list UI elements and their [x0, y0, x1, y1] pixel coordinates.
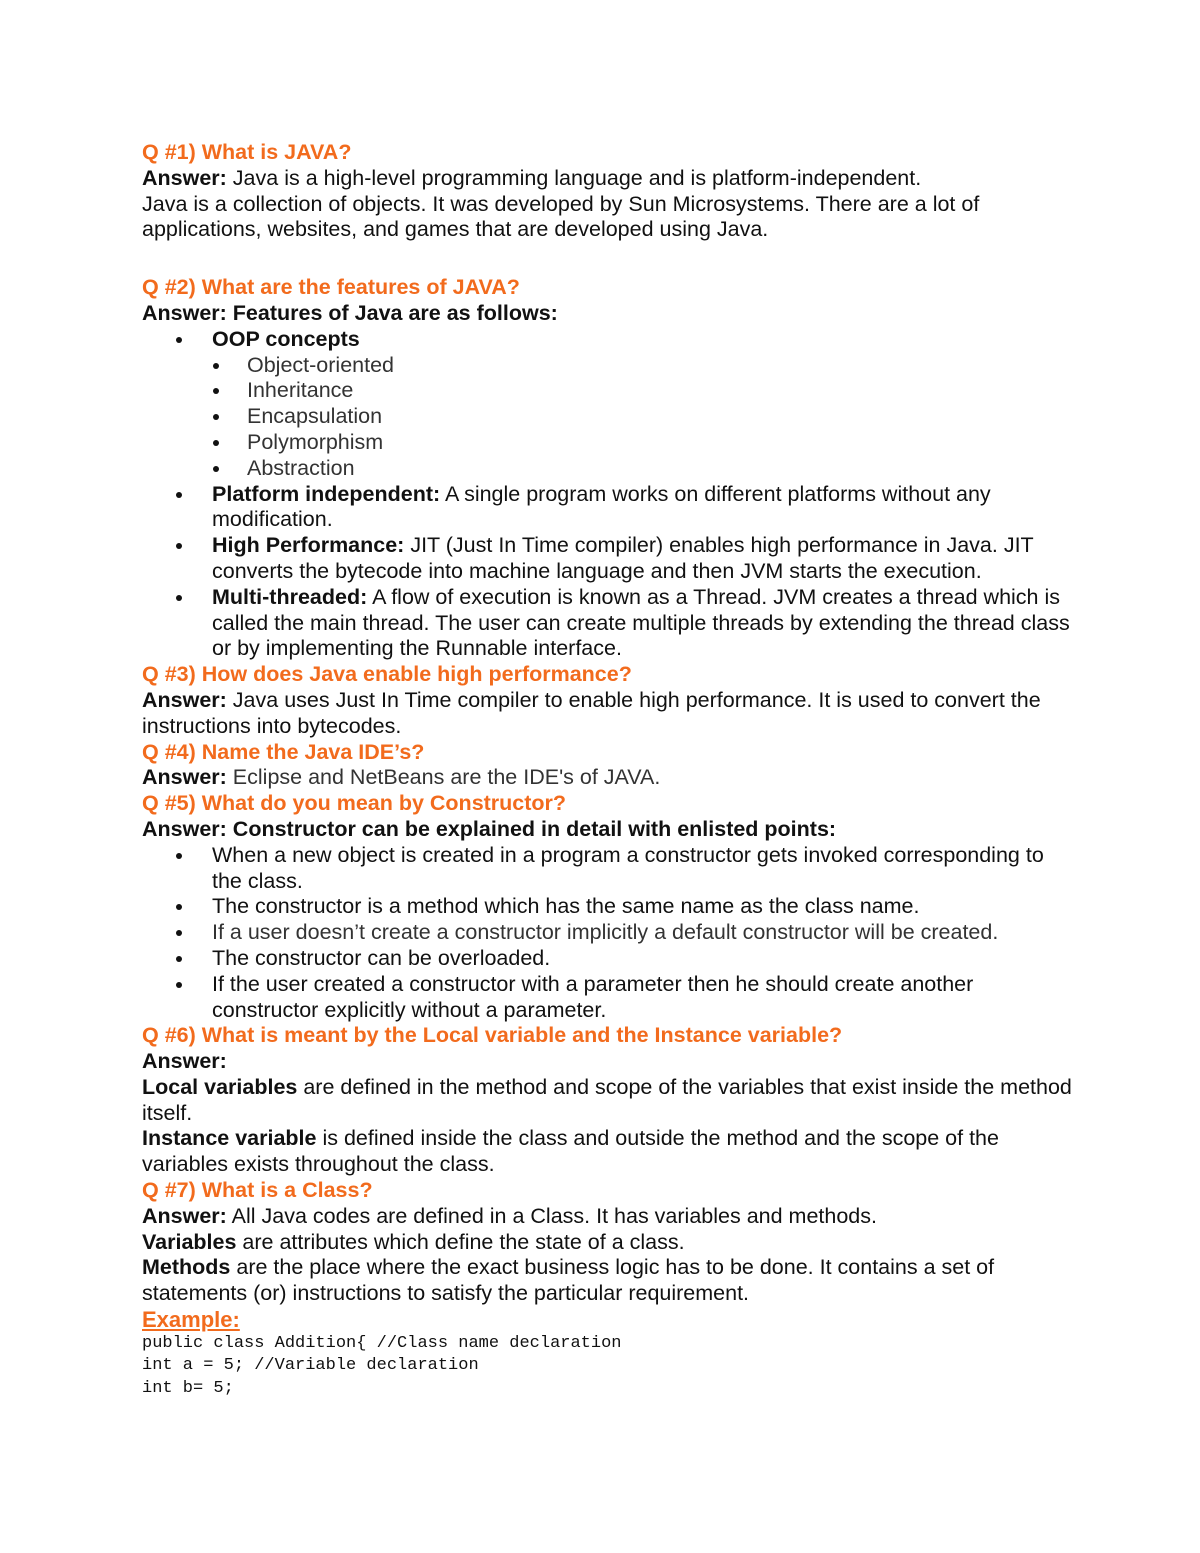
term-label: Methods [142, 1255, 231, 1280]
list-item-text: If the user created a constructor with a parameter then he should create another constructor explicitly without a parameter. [212, 971, 974, 1022]
bullet-icon [176, 930, 182, 936]
feature-text: JIT (Just In Time compiler) enables high performance in Java. JIT converts the bytecode into machine language and then JVM starts the execution. [212, 533, 1034, 583]
term-label: Instance variable [142, 1126, 317, 1151]
term-text: is defined inside the class and outside the method and the scope of the variables exists throughout the class. [142, 1126, 999, 1177]
list-item-text: The constructor is a method which has the same name as the class name. [212, 894, 920, 919]
bullet-icon [176, 492, 182, 498]
list-item [142, 920, 1072, 946]
answer-label: Answer: [142, 165, 227, 190]
question-1: Q #1) What is JAVA? [142, 140, 352, 164]
code-line: int a = 5; //Variable declaration [142, 1356, 479, 1376]
bullet-icon [213, 440, 219, 446]
bullet-icon [176, 956, 182, 962]
variables-paragraph [142, 1230, 1072, 1256]
list-item [142, 430, 1072, 456]
list-item [142, 972, 1072, 1024]
answer-2-intro: Answer: Features of Java are as follows: [142, 300, 558, 325]
answer-label: Answer: [142, 1203, 227, 1228]
oop-item: Abstraction [247, 455, 355, 480]
question-6: Q #6) What is meant by the Local variable and the Instance variable? [142, 1023, 843, 1048]
methods-paragraph [142, 1255, 1072, 1307]
list-item [142, 482, 1072, 534]
oop-item: Polymorphism [247, 429, 384, 454]
answer-5-intro: Answer: Constructor can be explained in detail with enlisted points: [142, 816, 837, 841]
code-line: public class Addition{ //Class name declaration [142, 1333, 622, 1353]
list-item [142, 404, 1072, 430]
term-text: are attributes which define the state of a class. [236, 1229, 685, 1254]
constructor-list [142, 843, 1072, 1024]
list-item [142, 327, 1072, 482]
answer-text: All Java codes are defined in a Class. It has variables and methods. [226, 1203, 877, 1228]
features-list [142, 327, 1072, 662]
bullet-icon [176, 543, 182, 549]
bullet-icon [176, 904, 182, 910]
question-7: Q #7) What is a Class? [142, 1178, 373, 1203]
feature-text: A flow of execution is known as a Thread. JVM creates a thread which is called the main thread. The user can create multiple threads by extending the thread class or by implementing the Runnable interface. [212, 584, 1070, 661]
term-label: Variables [142, 1229, 237, 1254]
oop-sublist [212, 353, 1072, 482]
feature-text: A single program works on different platforms without any modification. [212, 481, 991, 532]
answer-label: Answer: [142, 687, 227, 712]
bullet-icon [176, 982, 182, 988]
bullet-icon [213, 466, 219, 472]
answer-4 [142, 765, 1072, 791]
bullet-icon [213, 388, 219, 394]
answer-text: Java uses Just In Time compiler to enable high performance. It is used to convert the instructions into bytecodes. [142, 687, 1041, 738]
answer-label: Answer: [142, 765, 227, 790]
list-item [142, 585, 1072, 662]
term-label: Local variables [142, 1074, 298, 1099]
list-item [142, 533, 1072, 585]
answer-3 [142, 688, 1072, 740]
list-item [142, 946, 1072, 972]
code-line: int b= 5; [142, 1378, 234, 1398]
answer-1 [142, 166, 1072, 192]
list-item-text: The constructor can be overloaded. [212, 945, 551, 970]
bullet-icon [176, 595, 182, 601]
instance-variable-paragraph [142, 1126, 1072, 1178]
list-item [142, 378, 1072, 404]
bullet-icon [176, 337, 182, 343]
feature-label: Platform independent: [212, 481, 441, 506]
question-2: Q #2) What are the features of JAVA? [142, 275, 520, 300]
answer-label: Answer: [142, 1049, 227, 1074]
list-item [142, 894, 1072, 920]
bullet-icon [213, 363, 219, 369]
feature-label: Multi-threaded: [212, 584, 368, 609]
term-text: are defined in the method and scope of the variables that exist inside the method itself. [142, 1074, 1072, 1125]
example-heading: Example: [142, 1307, 240, 1333]
question-5: Q #5) What do you mean by Constructor? [142, 791, 567, 816]
spacer [142, 243, 1072, 275]
oop-item: Inheritance [247, 378, 354, 403]
question-3: Q #3) How does Java enable high performance? [142, 662, 632, 687]
bullet-icon [213, 414, 219, 420]
oop-item: Object-oriented [247, 352, 394, 377]
question-4: Q #4) Name the Java IDE’s? [142, 739, 425, 764]
term-text: are the place where the exact business logic has to be done. It contains a set of statements (or) instructions to satisfy the particular requirement. [142, 1255, 995, 1306]
local-variable-paragraph [142, 1075, 1072, 1127]
oop-item: Encapsulation [247, 404, 383, 429]
feature-label: High Performance: [212, 533, 405, 558]
list-item [142, 456, 1072, 482]
oop-label: OOP concepts [212, 326, 360, 351]
list-item-text: When a new object is created in a program a constructor gets invoked corresponding to the class. [212, 842, 1044, 893]
bullet-icon [176, 853, 182, 859]
document-content [142, 140, 1072, 1400]
list-item [142, 353, 1072, 379]
list-item-text: If a user doesn’t create a constructor implicitly a default constructor will be created. [212, 920, 999, 945]
answer-text: Java is a high-level programming language and is platform-independent. [226, 165, 922, 190]
answer-7 [142, 1204, 1072, 1230]
answer-text: Eclipse and NetBeans are the IDE's of JAVA. [226, 765, 661, 790]
list-item [142, 843, 1072, 895]
answer-1-body: Java is a collection of objects. It was developed by Sun Microsystems. There are a lot of applications, websites, and games that are developed using Java. [142, 191, 980, 242]
